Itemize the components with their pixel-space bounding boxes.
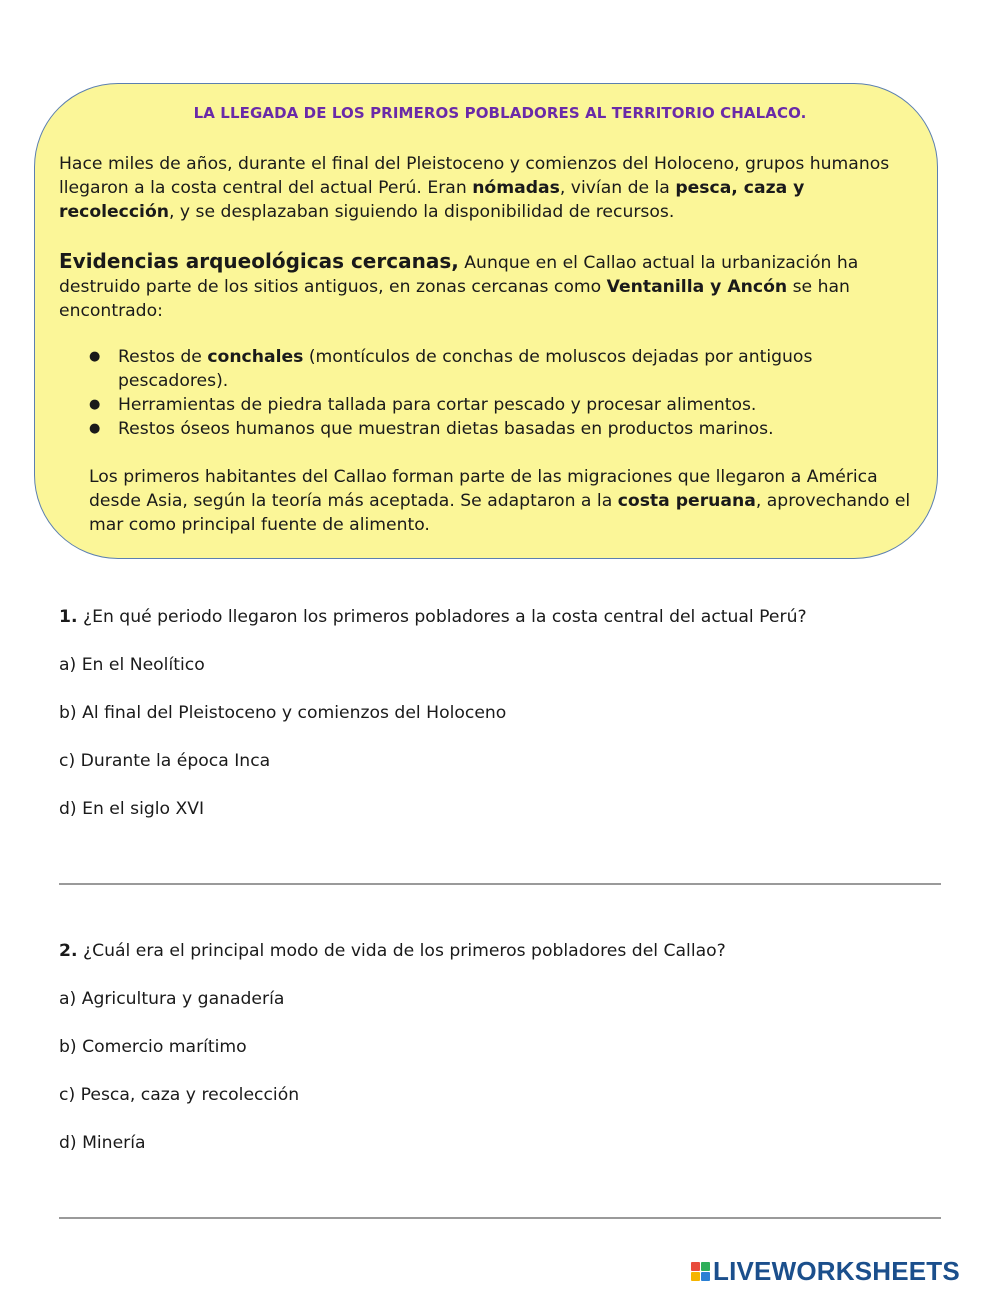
text-run: Aunque en el Callao actual la urbanización ha destruido parte de los sitios antiguos, en zonas cercanas como xyxy=(59,253,859,297)
intro-paragraph xyxy=(59,152,921,224)
list-item xyxy=(89,345,909,393)
bullet-icon: ● xyxy=(89,421,101,436)
text-run: Hace miles de años, durante el final del Pleistoceno y comienzos del Holoceno, grupos humanos llegaron a la costa central del actual Perú. Eran xyxy=(59,154,890,198)
question-1 xyxy=(59,605,807,629)
question-text: ¿En qué periodo llegaron los primeros pobladores a la costa central del actual Perú? xyxy=(77,607,807,627)
q1-option-d[interactable]: d) En el siglo XVI xyxy=(59,799,205,819)
question-number: 2. xyxy=(59,941,78,961)
bold-pesca: pesca, caza y recolección xyxy=(59,178,805,222)
list-item xyxy=(89,417,909,441)
liveworksheets-logo xyxy=(691,1256,960,1287)
q1-option-a[interactable]: a) En el Neolítico xyxy=(59,655,205,675)
q2-option-c[interactable]: c) Pesca, caza y recolección xyxy=(59,1085,300,1105)
question-2 xyxy=(59,939,726,963)
logo-square xyxy=(691,1262,700,1271)
question-number: 1. xyxy=(59,607,78,627)
bold-costa: costa peruana xyxy=(617,491,756,511)
divider xyxy=(59,883,941,885)
text-run: Los primeros habitantes del Callao forman parte de las migraciones que llegaron a América desde Asia, según la teoría más aceptada. Se adaptaron a la xyxy=(89,467,878,511)
text-run: Herramientas de piedra tallada para cortar pescado y procesar alimentos. xyxy=(118,395,757,415)
logo-square xyxy=(691,1272,700,1281)
q2-option-a[interactable]: a) Agricultura y ganadería xyxy=(59,989,285,1009)
list-item xyxy=(89,393,909,417)
evidence-list xyxy=(89,345,909,441)
q2-option-b[interactable]: b) Comercio marítimo xyxy=(59,1037,247,1057)
question-text: ¿Cuál era el principal modo de vida de los primeros pobladores del Callao? xyxy=(77,941,726,961)
text-run: , aprovechando el mar como principal fuente de alimento. xyxy=(89,491,911,535)
logo-text: LIVEWORKSHEETS xyxy=(713,1256,960,1286)
migration-paragraph xyxy=(89,465,929,537)
bullet-icon: ● xyxy=(89,349,101,364)
text-run: Restos óseos humanos que muestran dietas basadas en productos marinos. xyxy=(118,419,774,439)
text-run: (montículos de conchas de moluscos dejadas por antiguos pescadores). xyxy=(118,347,813,391)
text-run: Restos de xyxy=(118,347,208,367)
bullet-icon: ● xyxy=(89,397,101,412)
logo-square xyxy=(701,1272,710,1281)
divider xyxy=(59,1217,941,1219)
evidence-heading: Evidencias arqueológicas cercanas, xyxy=(59,249,459,273)
reading-title: LA LLEGADA DE LOS PRIMEROS POBLADORES AL TERRITORIO CHALACO. xyxy=(193,104,807,122)
evidence-paragraph xyxy=(59,249,921,323)
bold-conchales: conchales xyxy=(207,347,304,367)
logo-square xyxy=(701,1262,710,1271)
text-run: , y se desplazaban siguiendo la disponibilidad de recursos. xyxy=(169,202,675,222)
text-run: se han encontrado: xyxy=(59,277,850,321)
q2-option-d[interactable]: d) Minería xyxy=(59,1133,146,1153)
text-run: , vivían de la xyxy=(559,178,676,198)
bold-ventanilla: Ventanilla y Ancón xyxy=(606,277,788,297)
bold-nomadas: nómadas xyxy=(472,178,560,198)
q1-option-b[interactable]: b) Al final del Pleistoceno y comienzos del Holoceno xyxy=(59,703,507,723)
q1-option-c[interactable]: c) Durante la época Inca xyxy=(59,751,271,771)
logo-icon xyxy=(691,1262,710,1281)
